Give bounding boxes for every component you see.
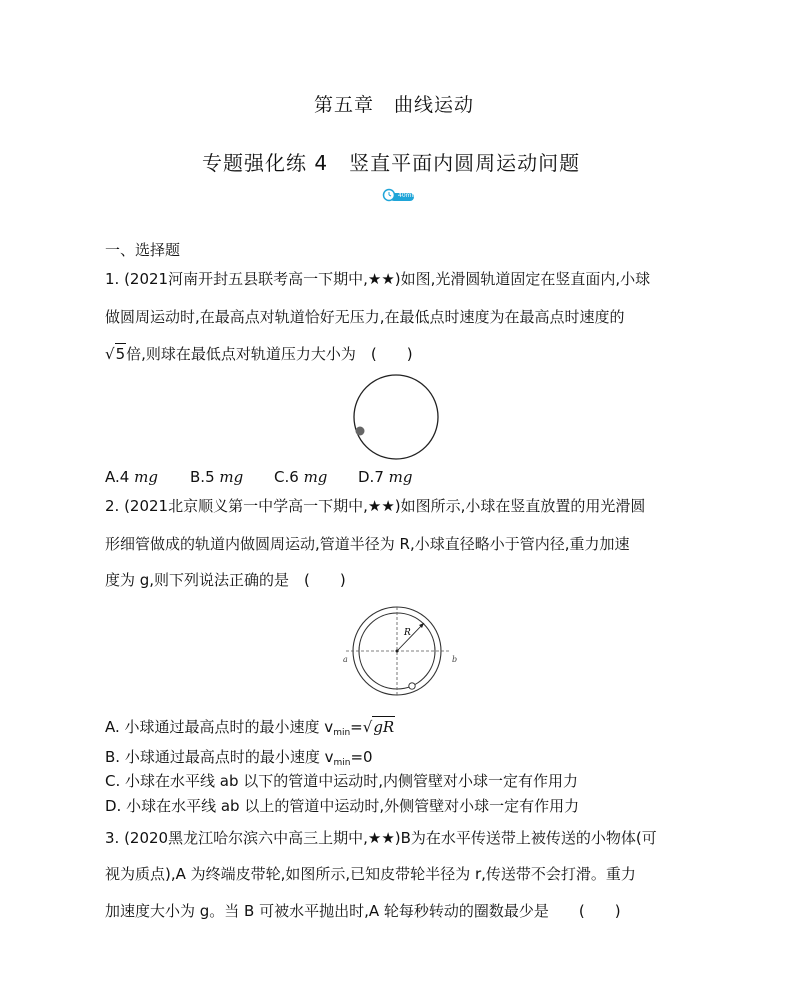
- section-label: 一、选择题: [105, 241, 181, 259]
- sqrt-expression: √5: [105, 345, 126, 363]
- q2-line-2: 形细管做成的轨道内做圆周运动,管道半径为 R,小球直径略小于管内径,重力加速: [105, 535, 630, 553]
- q3-line-3: 加速度大小为 g。当 B 可被水平抛出时,A 轮每秒转动的圈数最少是 ( ): [105, 902, 621, 920]
- q1-line-1: 1. (2021河南开封五县联考高一下期中,★★)如图,光滑圆轨道固定在竖直面内,小球: [105, 270, 651, 288]
- q3-line-1: 3. (2020黑龙江哈尔滨六中高三上期中,★★)B为在水平传送带上被传送的小物体(可: [105, 829, 657, 847]
- q2-option-d[interactable]: D. 小球在水平线 ab 以上的管道中运动时,外侧管壁对小球一定有作用力: [105, 797, 580, 815]
- circular-track: [354, 375, 438, 459]
- q1-line-3: √5倍,则球在最低点对轨道压力大小为 ( ): [105, 345, 413, 363]
- q2-line-1: 2. (2021北京顺义第一中学高一下期中,★★)如图所示,小球在竖直放置的用光滑圆: [105, 497, 646, 515]
- q3-line-2: 视为质点),A 为终端皮带轮,如图所示,已知皮带轮半径为 r,传送带不会打滑。重力: [105, 865, 636, 883]
- ball: [356, 427, 365, 436]
- q1-option-c[interactable]: C.6 mg: [274, 468, 328, 486]
- time-badge: [382, 187, 416, 201]
- page-title: 专题强化练 4 竖直平面内圆周运动问题: [202, 151, 581, 175]
- label-R: R: [404, 628, 411, 638]
- q1-option-a[interactable]: A.4 mg: [105, 468, 158, 486]
- q2-figure-pipe-track: [340, 603, 460, 699]
- q2-line-3: 度为 g,则下列说法正确的是 ( ): [105, 571, 346, 589]
- q1-option-d[interactable]: D.7 mg: [358, 468, 413, 486]
- q1-figure-circular-track: [350, 372, 442, 462]
- q2-option-b[interactable]: B. 小球通过最高点时的最小速度 $v_{min}=0$: [105, 748, 373, 768]
- chapter-heading: 第五章 曲线运动: [314, 94, 475, 116]
- q1-line-2: 做圆周运动时,在最高点对轨道恰好无压力,在最低点时速度为在最高点时速度的: [105, 308, 625, 326]
- time-badge-label: 40min: [398, 192, 417, 199]
- ball: [409, 683, 415, 689]
- label-a: a: [343, 655, 348, 664]
- q2-option-c[interactable]: C. 小球在水平线 ab 以下的管道中运动时,内侧管壁对小球一定有作用力: [105, 772, 579, 790]
- label-b: b: [452, 655, 458, 664]
- q2-option-a[interactable]: A. 小球通过最高点时的最小速度 $v_{min}=√gR$: [105, 718, 395, 738]
- q1-option-b[interactable]: B.5 mg: [190, 468, 244, 486]
